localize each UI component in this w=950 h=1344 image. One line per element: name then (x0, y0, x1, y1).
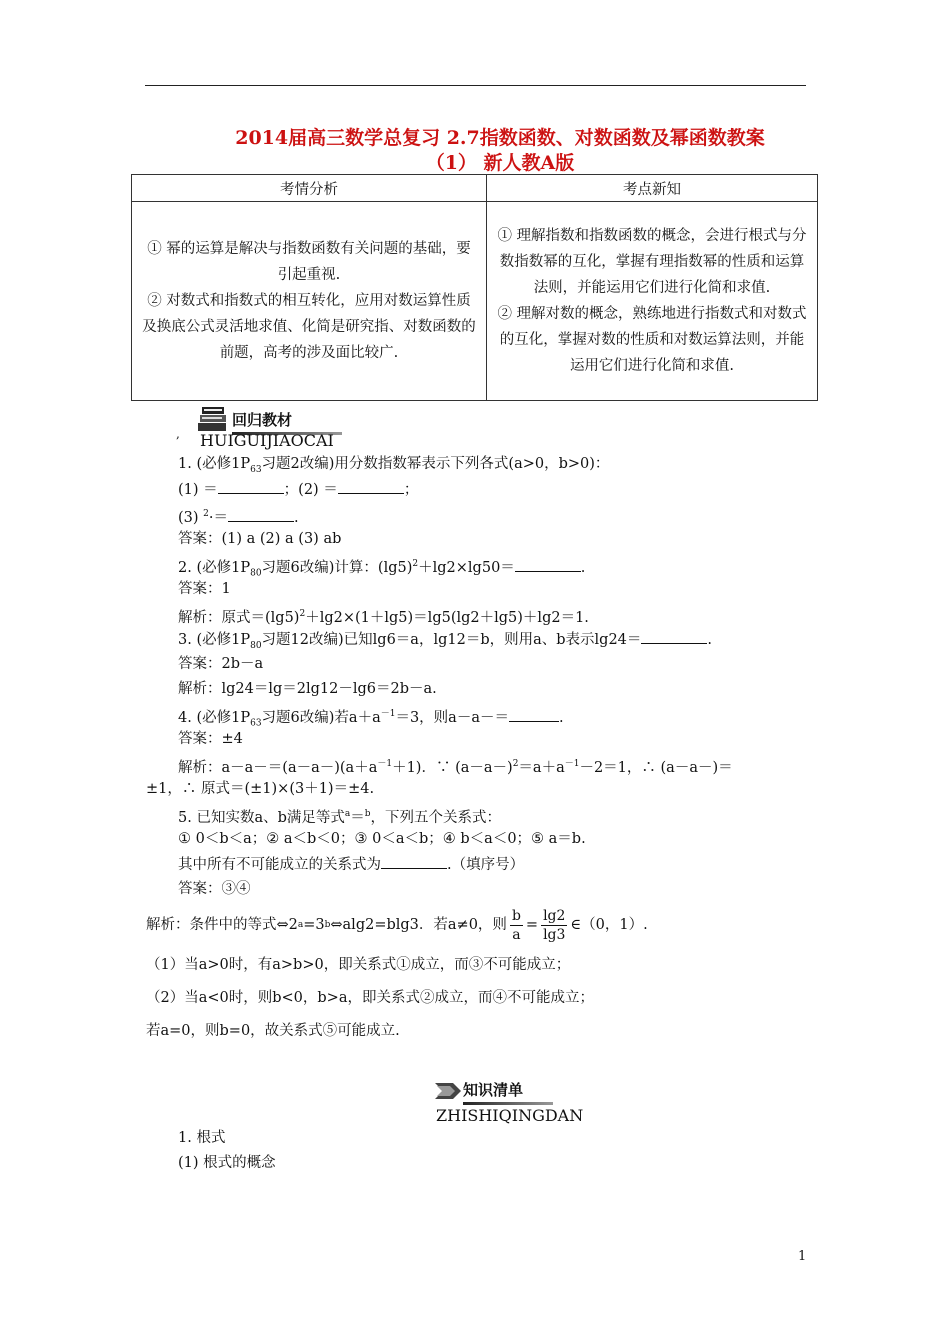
q5-prompt: 其中所有不可能成立的关系式为 .（填序号） (178, 854, 524, 875)
left-point-2: ② 对数式和指数式的相互转化，应用对数运算性质及换底公式灵活地求值、化简是研究指、对数函数的前题，高考的涉及面比较广. (142, 293, 476, 361)
q1-answer: 答案：(1) a (2) a (3) ab (178, 531, 342, 547)
header-rule (145, 85, 806, 86)
q4-analysis-line1: 解析：$a-a-=(a-a-)(a+a^{-1}+1)$．∵ $(a-a-)^2=a+a^{-1}-2=1$，∴ (a－a－)＝ (178, 759, 733, 776)
q5-question: 5. 已知实数a、b满足等式$^a$＝$^b$，下列五个关系式： (178, 809, 502, 826)
q4-analysis-line2: ±1，∴ 原式＝(±1)×(3＋1)＝±4. (146, 781, 375, 797)
arrow-icon (433, 1077, 463, 1105)
q3-analysis: 解析：lg24＝lg＝2lg12－lg6＝2b－a. (178, 681, 437, 697)
q4-answer: 答案：±4 (178, 731, 243, 747)
q4-question: 4. (必修$1P_{63}$习题6改编)若$a+a^{-1}=3$，则a－a－＝ . (178, 704, 564, 734)
q1-part-3: (3) $^2$·＝ . (178, 504, 299, 528)
q5-analysis: 解析：条件中的等式⇔2 a =3 b ⇔alg2=blg3．若a≠0，则 $\frac{b}{a}$ = $\frac{\lg 2}{\lg 3}$ ∈（0，1）. (146, 907, 648, 943)
section-banner-zhishi (433, 1077, 553, 1105)
q2-question: 2. (必修$1P_{80}$习题6改编)计算：$(\lg 5)^2+\lg 2\times\lg 50=$ . (178, 554, 585, 584)
table-cell-left (132, 202, 487, 401)
page-number: 1 (798, 1249, 807, 1264)
table-header-right: 考点新知 (487, 175, 818, 202)
q3-question: 3. (必修$1P_{80}$习题12改编)已知lg6＝a，lg12＝b，则用a、b表示lg24＝ . (178, 629, 712, 656)
q5-answer: 答案：③④ (178, 881, 251, 897)
fraction-lg2-over-lg3: $\frac{\lg 2}{\lg 3}$ (543, 907, 566, 943)
section-heading: 1. 根式 (178, 1130, 226, 1146)
right-point-1: ① 理解指数和指数函数的概念，会进行根式与分数指数幂的互化，掌握有理指数幂的性质和运算法则，并能运用它们进行化简和求值. (497, 228, 807, 296)
banner-subtitle: ZHISHIQINGDAN (436, 1106, 584, 1125)
subsection-heading: (1) 根式的概念 (178, 1155, 276, 1171)
q5-options: ① 0＜b＜a；② a＜b＜0；③ 0＜a＜b；④ b＜a＜0；⑤ a＝b. (178, 831, 586, 847)
document-subtitle: （1） 新人教A版 (425, 152, 575, 174)
stray-comma: , (176, 427, 180, 441)
q1-question: 1. (必修$1P_{63}$习题2改编)用分数指数幂表示下列各式(a>0，b>0)： (178, 456, 610, 475)
q5-case-1: （1）当a>0时，有a>b>0，即关系式①成立，而③不可能成立； (146, 957, 571, 973)
analysis-table (131, 174, 818, 401)
q2-analysis: 解析：原式$=(\lg 5)^2+\lg 2\times(1+\lg 5)=\lg 5(\lg 2+\lg 5)+\lg 2=1$. (178, 609, 589, 626)
document-title: 2014届高三数学总复习 2.7指数函数、对数函数及幂函数教案 (235, 127, 765, 149)
q1-parts-1-2: (1) ＝ ；(2) ＝ ； (178, 479, 418, 500)
q5-case-3: 若a=0，则b=0，故关系式⑤可能成立. (146, 1023, 400, 1039)
q5-case-2: （2）当a<0时，则b<0，b>a，即关系式②成立，而④不可能成立； (146, 990, 594, 1006)
banner-title: 回归教材 (232, 411, 293, 429)
table-header-left: 考情分析 (132, 175, 487, 202)
banner-title: 知识清单 (463, 1081, 524, 1099)
fraction-b-over-a: $\frac{b}{a}$ (511, 907, 521, 943)
q3-answer: 答案：2b－a (178, 656, 264, 672)
table-cell-right (487, 202, 818, 401)
left-point-1: ① 幂的运算是解决与指数函数有关问题的基础，要引起重视. (147, 241, 471, 283)
banner-subtitle: HUIGUIJIAOCAI (200, 431, 334, 450)
q2-answer: 答案：1 (178, 581, 231, 597)
right-point-2: ② 理解对数的概念，熟练地进行指数式和对数式的互化，掌握对数的性质和对数运算法则，并能运用它们进行化简和求值. (497, 306, 807, 374)
banner-underline (463, 1102, 553, 1105)
